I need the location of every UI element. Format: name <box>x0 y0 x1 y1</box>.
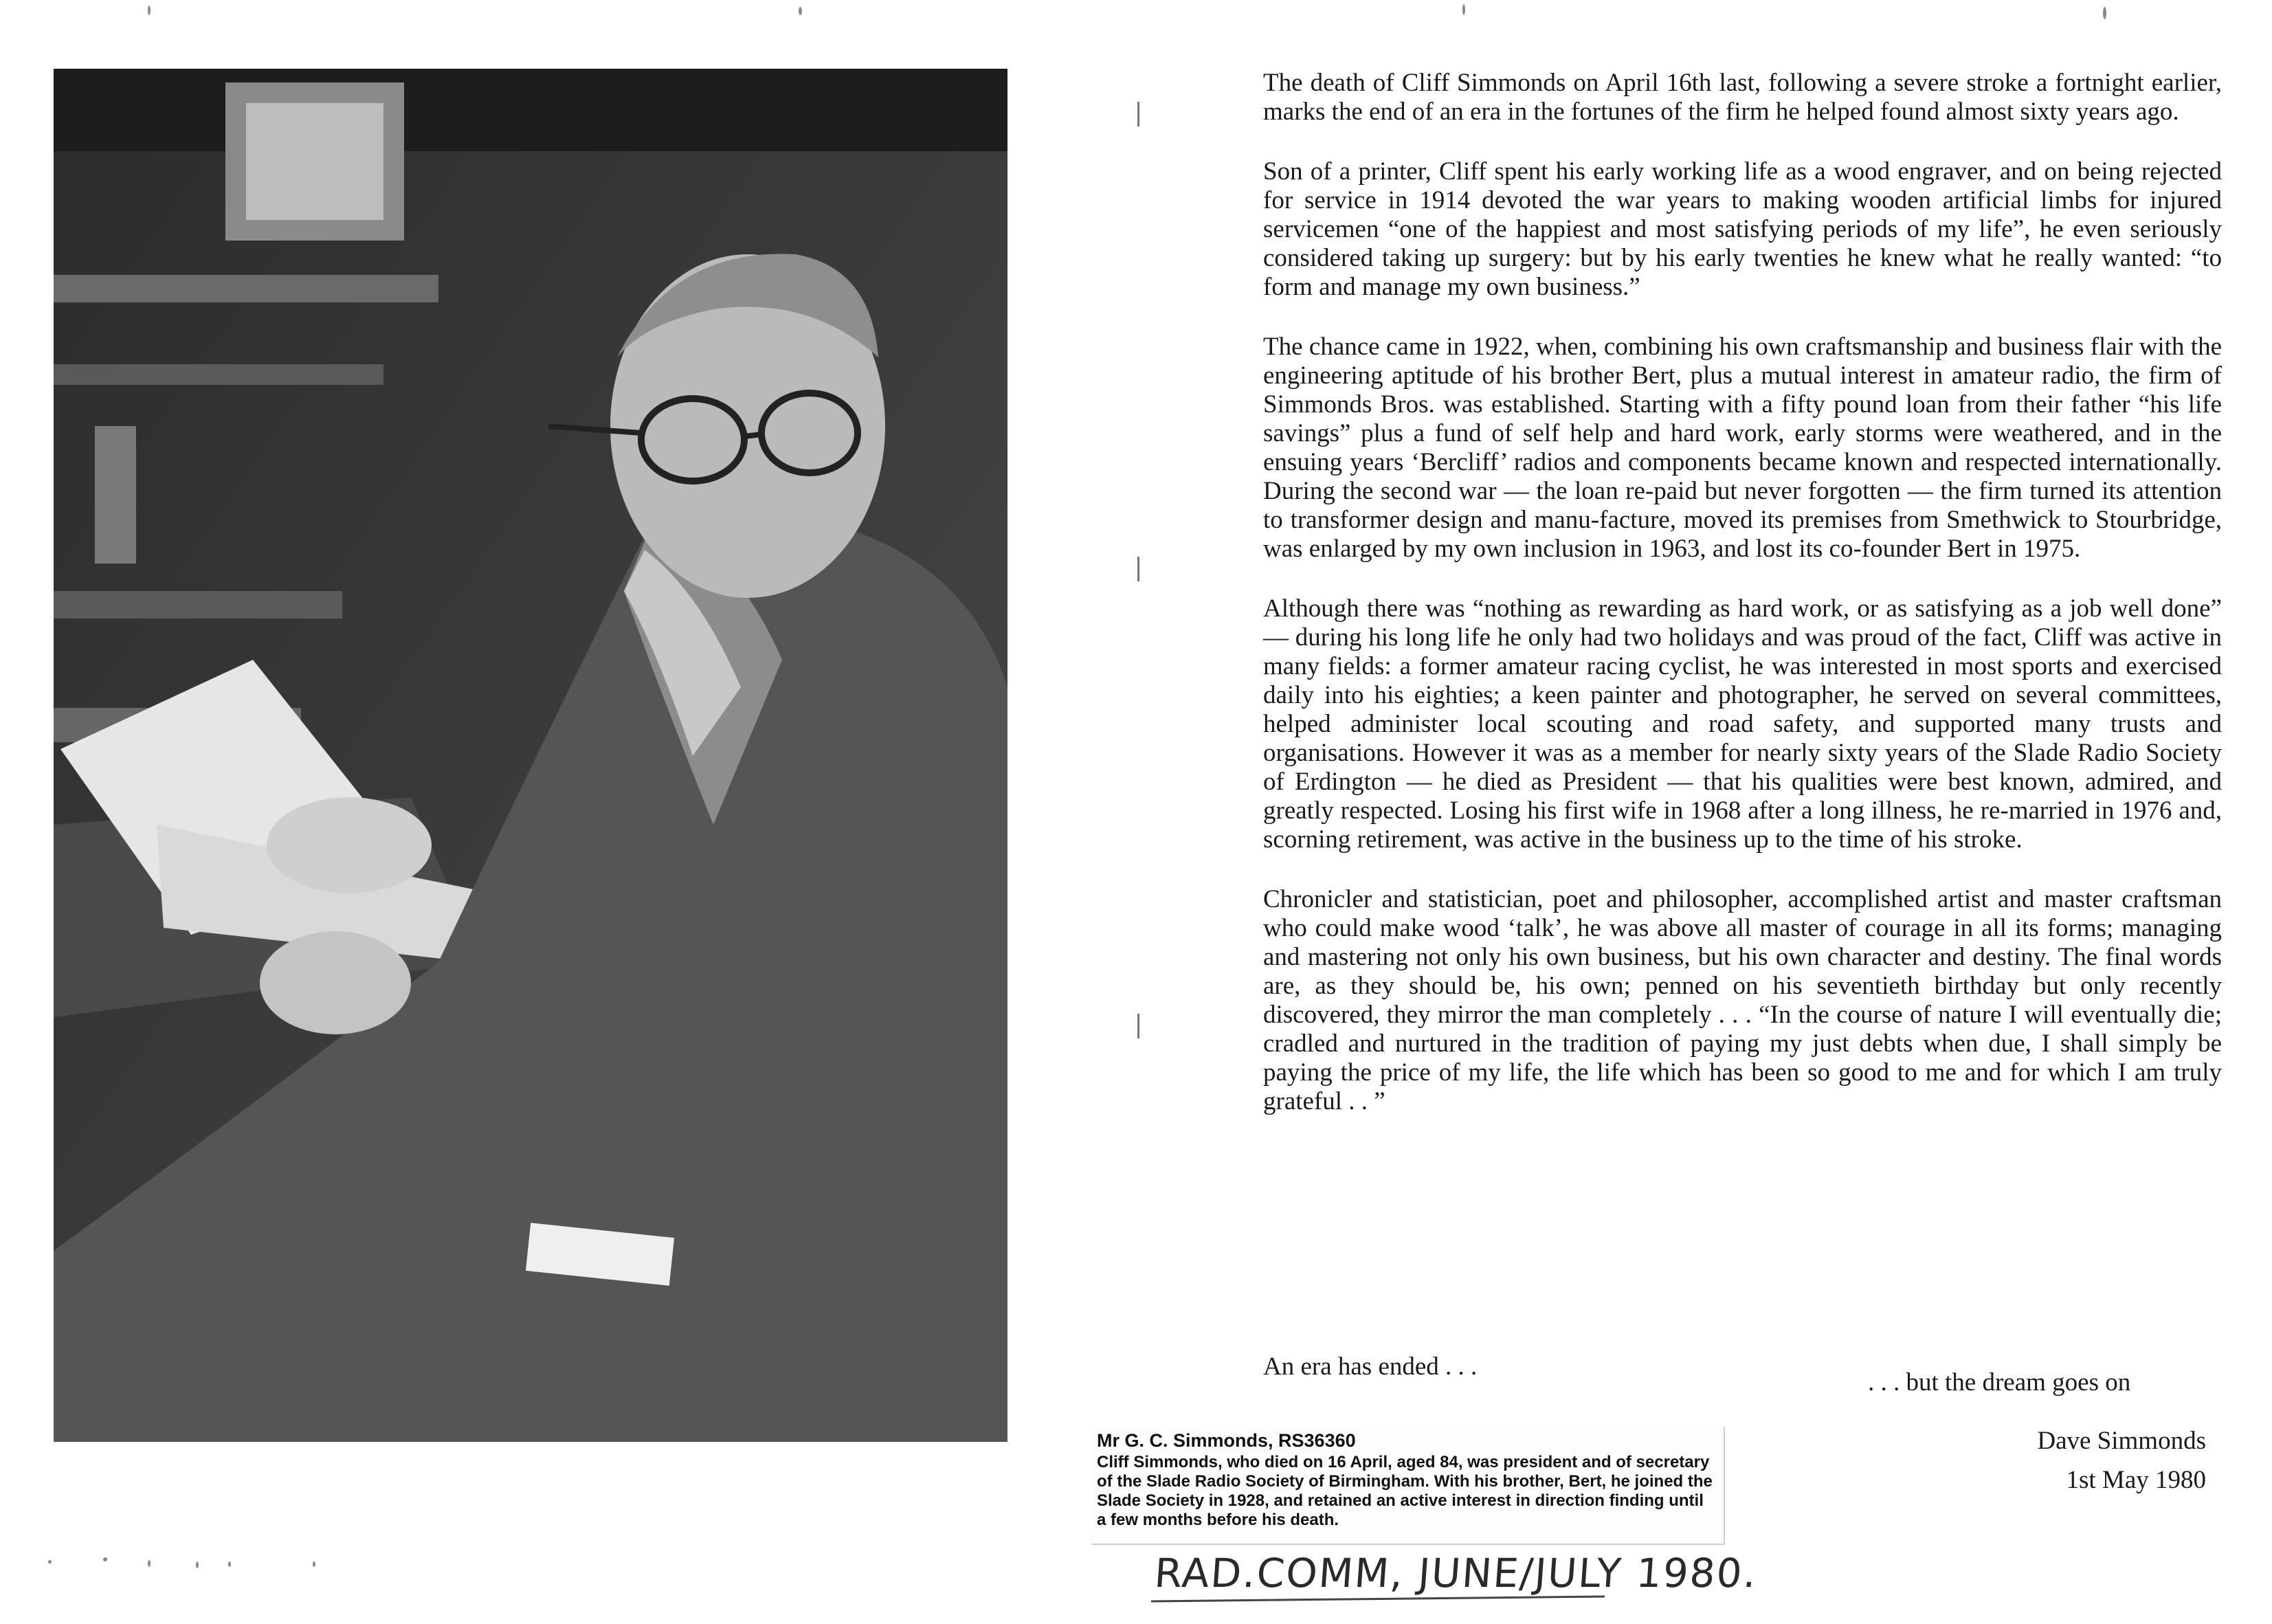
gutter-mark <box>1137 1014 1139 1038</box>
closing-right: . . . but the dream goes on <box>1868 1368 2131 1397</box>
scan-speck <box>148 1560 151 1567</box>
obituary-paragraph-2: Son of a printer, Cliff spent his early working life as a wood engraver, and on being rejected for service in 1914 devoted the war years to making wooden artificial limbs for injured servicemen “one of the happiest and most satisfying periods of my life”, he even seriously considered taking up surgery: but by his early twenties he knew what he really wanted: “to form and manage my own business.” <box>1263 157 2222 301</box>
signature-name: Dave Simmonds <box>2037 1427 2206 1455</box>
obituary-text <box>1263 69 2222 1147</box>
newspaper-clipping <box>1091 1427 1725 1545</box>
portrait-photo <box>54 69 1007 1442</box>
gutter-mark <box>1137 557 1139 581</box>
obituary-paragraph-5: Chronicler and statistician, poet and philosopher, accomplished artist and master craftsman who could make wood ‘talk’, he was above all master of courage in all its forms; managing and mastering not only his own business, but his own character and destiny. The final words are, as they should be, his own; penned on his seventieth birthday but only recently discovered, they mirror the man completely . . . “In the course of nature I will eventually die; cradled and nurtured in the tradition of paying my just debts when due, I shall simply be paying the price of my life, the life which has been so good to me and for which I am truly grateful . . ” <box>1263 885 2222 1115</box>
handwritten-note: RAD.COMM, JUNE/JULY 1980. <box>1152 1550 1759 1597</box>
handwritten-underline <box>1151 1596 1605 1603</box>
scan-speck <box>148 5 151 15</box>
gutter-mark <box>1137 102 1139 126</box>
scan-speck <box>103 1557 107 1561</box>
portrait-illustration <box>54 69 1007 1442</box>
scan-speck <box>1462 4 1465 15</box>
closing-left: An era has ended . . . <box>1263 1353 1478 1381</box>
clipping-heading: Mr G. C. Simmonds, RS36360 <box>1097 1430 1356 1451</box>
obituary-paragraph-4: Although there was “nothing as rewarding as hard work, or as satisfying as a job well done” — during his long life he only had two holidays and was proud of the fact, Cliff was active in many fields: a former amateur racing cyclist, he was interested in most sports and exercised daily into his eighties; a keen painter and photographer, he served on several committees, helped administer local scouting and road safety, and supported many trusts and organisations. However it was as a member for nearly sixty years of the Slade Radio Society of Erdington — he died as President — that his qualities were best known, admired, and greatly respected. Losing his first wife in 1968 after a long illness, he re-married in 1976 and, scorning retirement, was active in the business up to the time of his stroke. <box>1263 594 2222 854</box>
scan-speck <box>2103 7 2106 19</box>
scan-speck <box>48 1560 52 1564</box>
clipping-text: Cliff Simmonds, who died on 16 April, aged 84, was president and of secretary of the Slade Radio Society of Birmingham. With his brother, Bert, he joined the Slade Society in 1928, and retained an active interest in direction finding until a few months before his death. <box>1097 1453 1713 1529</box>
scan-speck <box>196 1561 199 1568</box>
scan-speck <box>228 1561 231 1567</box>
obituary-paragraph-1: The death of Cliff Simmonds on April 16th last, following a severe stroke a fortnight earlier, marks the end of an era in the fortunes of the firm he helped found almost sixty years ago. <box>1263 69 2222 126</box>
scan-speck <box>313 1561 315 1567</box>
obituary-paragraph-3: The chance came in 1922, when, combining his own craftsmanship and business flair with the engineering aptitude of his brother Bert, plus a mutual interest in amateur radio, the firm of Simmonds Bros. was established. Starting with a fifty pound loan from their father “his life savings” plus a fund of self help and hard work, early storms were weathered, and in the ensuing years ‘Bercliff’ radios and components became known and respected internationally. During the second war — the loan re-paid but never forgotten — the firm turned its attention to transformer design and manu-facture, moved its premises from Smethwick to Stourbridge, was enlarged by my own inclusion in 1963, and lost its co-founder Bert in 1975. <box>1263 333 2222 563</box>
scan-speck <box>799 7 802 15</box>
signature-date: 1st May 1980 <box>2066 1466 2206 1494</box>
